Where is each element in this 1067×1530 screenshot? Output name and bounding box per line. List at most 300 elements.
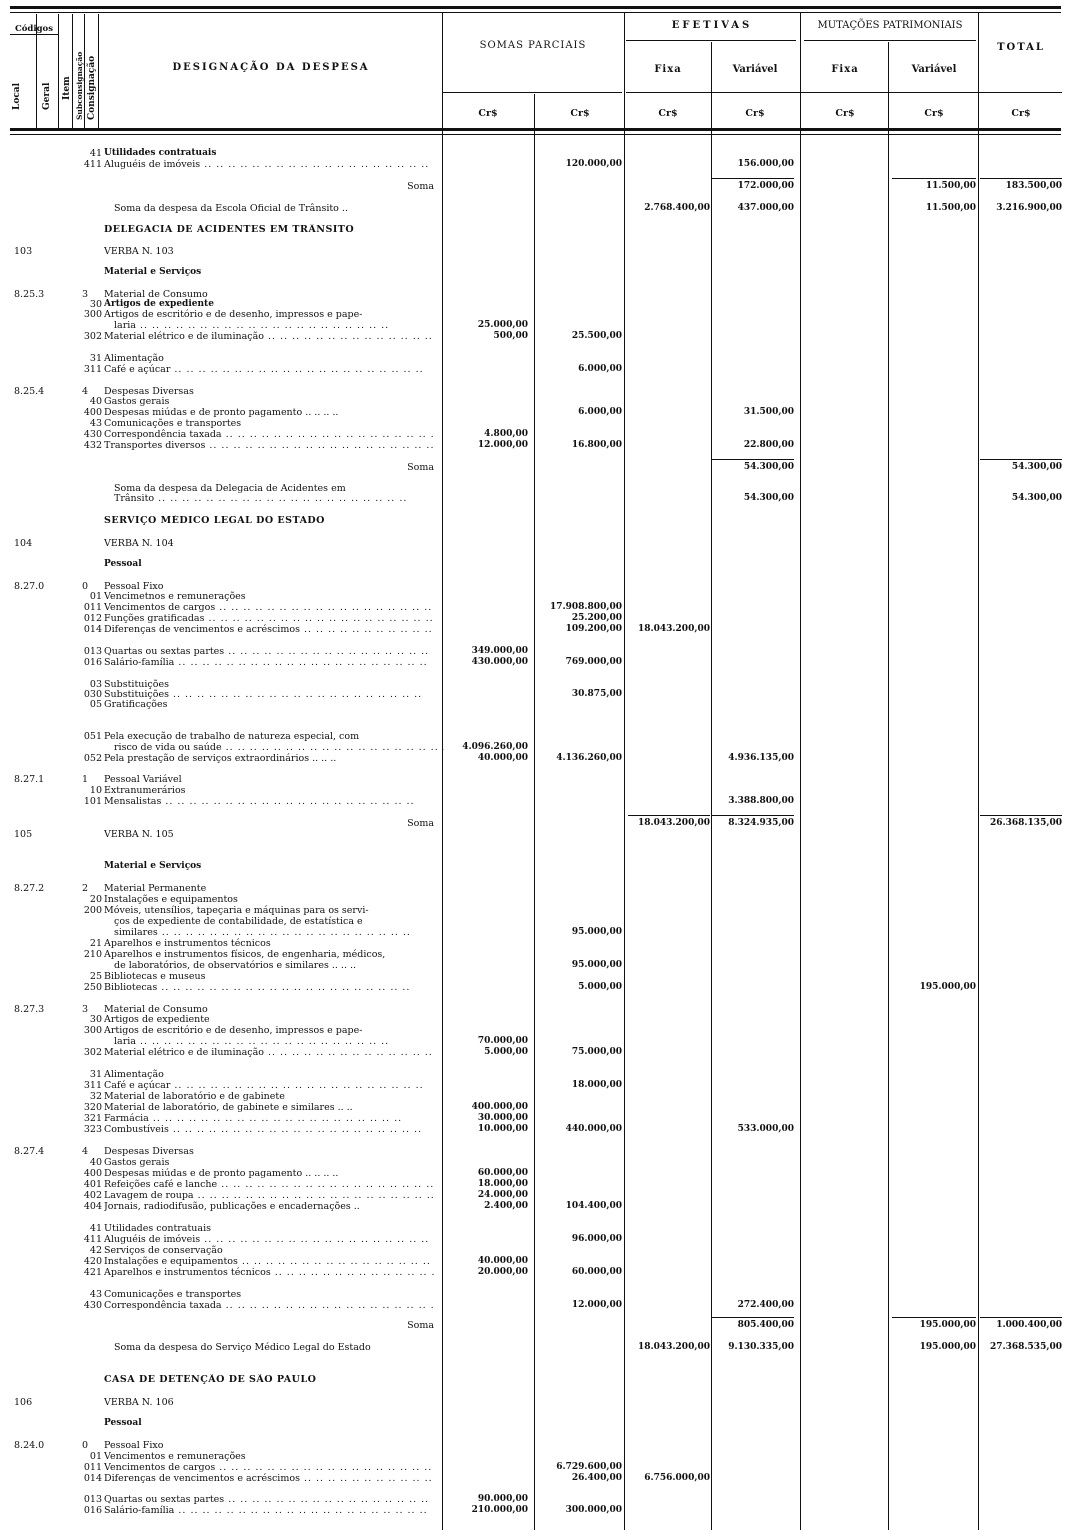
table-row [0,785,1067,796]
table-row [0,960,1067,971]
row-description: Material Permanente [104,883,207,894]
table-row [0,559,1067,570]
row-description: Alimentação [104,1069,164,1080]
row-description: Pessoal Fixo [104,1440,164,1451]
table-row [0,1245,1067,1256]
code-local: 8.27.1 [14,774,45,785]
soma-parcial-2: 769.000,00 [565,657,622,667]
mutacao-variavel: 195.000,00 [919,1320,976,1330]
row-description: Despesas Diversas [104,386,194,397]
code-local: 104 [14,538,33,549]
code-local: 8.25.4 [14,386,45,397]
table-row [0,1451,1067,1462]
soma-parcial-1: 2.400,00 [484,1201,528,1211]
header-codigos: Códigos [14,24,53,34]
table-row [0,1091,1067,1102]
row-description: Soma da despesa do Serviço Médico Legal do Estado [114,1342,371,1353]
soma-parcial-2: 25.500,00 [571,331,622,341]
table-row [0,1014,1067,1025]
sum-rule [980,459,1062,460]
soma-parcial-2: 16.800,00 [571,440,622,450]
code-item: 400 [83,1168,102,1179]
table-row [0,1124,1067,1135]
table-row [0,657,1067,668]
soma-parcial-2: 18.000,00 [571,1080,622,1090]
soma-parcial-2: 4.136.260,00 [556,753,622,763]
row-description: Vencimentos e remunerações [104,1451,246,1462]
efetiva-variavel: 54.300,00 [743,462,794,472]
row-description: Material de laboratório e de gabinete [104,1091,285,1102]
sum-rule [980,1317,1062,1318]
code-item: 250 [83,982,102,993]
efetivas-underline [626,40,796,41]
table-row [0,331,1067,342]
soma-parcial-2: 12.000,00 [571,1300,622,1310]
code-item: 411 [83,159,102,170]
sum-rule [980,815,1062,816]
code-item: 302 [83,331,102,342]
code-item: 302 [83,1047,102,1058]
mutacoes-underline [804,40,976,41]
row-description: Material elétrico e de iluminação .. .. [104,1047,434,1058]
row-description: Diferenças de vencimentos e acréscimos .. .. [104,1473,434,1484]
table-row [0,613,1067,624]
code-item: 432 [83,440,102,451]
table-row [0,1036,1067,1047]
table-row [0,538,1067,549]
efetiva-variavel: 172.000,00 [737,181,794,191]
code-item: 30 [89,299,102,310]
row-description: Alimentação [104,353,164,364]
row-description: Aluguéis de imóveis .. .. [104,159,434,170]
soma-parcial-1: 4.096.260,00 [462,742,528,752]
table-row [0,353,1067,364]
row-description: Serviços de conservação [104,1245,223,1256]
code-item: 21 [89,938,102,949]
code-item: 320 [83,1102,102,1113]
row-description: Utilidades contratuais [104,148,217,158]
mutacao-variavel: 195.000,00 [919,982,976,992]
row-description: Gastos gerais [104,1157,170,1168]
soma-parcial-1: 430.000,00 [471,657,528,667]
code-item: 011 [83,602,102,613]
code-item: 40 [89,1157,102,1168]
code-local: 8.27.0 [14,581,45,592]
row-description: Combustíveis .. .. [104,1124,434,1135]
row-description: Material de Consumo [104,289,208,300]
col-sep-item [72,14,73,128]
row-description: Artigos de expediente [104,299,214,309]
total-value: 54.300,00 [1011,462,1062,472]
efetiva-variavel: 8.324.935,00 [728,818,794,828]
table-row [0,905,1067,916]
table-row [0,829,1067,840]
header-currency-rule [442,92,622,93]
table-row [0,1397,1067,1408]
efetiva-variavel: 533.000,00 [737,1124,794,1134]
table-row [0,796,1067,807]
currency-label: Cr$ [835,108,855,119]
soma-parcial-2: 96.000,00 [571,1234,622,1244]
row-description: Material e Serviços [104,861,202,871]
row-description: Quartas ou sextas partes .. .. [104,1494,434,1505]
soma-parcial-1: 30.000,00 [477,1113,528,1123]
table-row [0,1440,1067,1451]
table-row [0,1223,1067,1234]
soma-parcial-1: 10.000,00 [477,1124,528,1134]
header-bottom-rule [10,128,1061,131]
code-local: 8.25.3 [14,289,45,300]
soma-parcial-2: 95.000,00 [571,927,622,937]
code-item: 402 [83,1190,102,1201]
efetiva-fixa: 2.768.400,00 [644,203,710,213]
efetiva-fixa: 18.043.200,00 [637,818,710,828]
table-row [0,493,1067,504]
row-description: Gratificações [104,699,168,710]
code-item: 013 [83,646,102,657]
header-currency-rule-2 [626,92,1062,93]
table-row [0,1146,1067,1157]
row-description: CASA DE DETENÇÃO DE SÃO PAULO [104,1374,317,1385]
row-description: Utilidades contratuais [104,1223,211,1234]
row-description: risco de vida ou saúde .. .. [114,742,444,753]
code-item: 420 [83,1256,102,1267]
table-row [0,267,1067,278]
code-item: 051 [83,731,102,742]
soma-parcial-2: 300.000,00 [565,1505,622,1515]
code-item: 321 [83,1113,102,1124]
row-description: Móveis, utensílios, tapeçaria e máquinas para os servi- [104,905,369,916]
sum-rule [892,1317,976,1318]
table-row [0,203,1067,214]
soma-parcial-2: 75.000,00 [571,1047,622,1057]
soma-parcial-2: 6.729.600,00 [556,1462,622,1472]
table-row [0,1289,1067,1300]
header-designacao: DESIGNAÇÃO DA DESPESA [172,62,370,73]
sum-rule [712,1317,794,1318]
soma-parcial-2: 120.000,00 [565,159,622,169]
code-item: 400 [83,407,102,418]
row-description: Artigos de expediente [104,1014,210,1025]
efetiva-variavel: 9.130.335,00 [728,1342,794,1352]
code-item: 32 [89,1091,102,1102]
row-description: Aparelhos e instrumentos técnicos [104,938,271,949]
soma-parcial-1: 90.000,00 [477,1494,528,1504]
soma-parcial-1: 210.000,00 [471,1505,528,1515]
table-row [0,1505,1067,1516]
currency-label: Cr$ [924,108,944,119]
row-description: Vencimetnos e remunerações [104,591,246,602]
table-row [0,1256,1067,1267]
row-description: Material elétrico e de iluminação .. .. [104,331,434,342]
soma-parcial-2: 25.200,00 [571,613,622,623]
header-total: TOTAL [997,42,1045,53]
row-description: DELEGACIA DE ACIDENTES EM TRÂNSITO [104,224,355,235]
table-row [0,861,1067,872]
total-value: 27.368.535,00 [989,1342,1062,1352]
table-row [0,774,1067,785]
header-item: Item [62,76,72,100]
row-description: Mensalistas .. .. [104,796,434,807]
row-description: Correspondência taxada .. .. [104,429,434,440]
sum-rule [712,815,794,816]
row-description: Material de Consumo [104,1004,208,1015]
table-row [0,949,1067,960]
code-item: 012 [83,613,102,624]
header-local: Local [12,82,22,110]
code-item: 40 [89,396,102,407]
row-description: VERBA N. 103 [104,246,174,257]
table-row [0,396,1067,407]
row-description: Substituições [104,679,169,690]
code-item: 323 [83,1124,102,1135]
code-local: 103 [14,246,33,257]
code-item: 401 [83,1179,102,1190]
table-row [0,246,1067,257]
code-item: 311 [83,1080,102,1091]
row-description: Instalações e equipamentos .. .. [104,1256,434,1267]
code-local: 106 [14,1397,33,1408]
table-row [0,1300,1067,1311]
table-row [0,916,1067,927]
mutacao-variavel: 11.500,00 [925,203,976,213]
header-consignacao: Consignação [87,55,97,120]
row-description: laria .. .. [114,1036,444,1047]
efetiva-fixa: 18.043.200,00 [637,1342,710,1352]
table-row [0,1047,1067,1058]
col-sep-sub [84,14,85,128]
code-geral: 3 [81,1004,88,1015]
row-description: Café e açúcar .. .. [104,364,434,375]
soma-parcial-1: 24.000,00 [477,1190,528,1200]
code-item: 101 [83,796,102,807]
header-efetivas: EFETIVAS [671,20,753,31]
table-row [0,742,1067,753]
code-item: 31 [89,1069,102,1080]
row-description: Pela execução de trabalho de natureza especial, com [104,731,360,742]
table-row [0,418,1067,429]
table-row [0,646,1067,657]
code-local: 105 [14,829,33,840]
code-geral: 1 [81,774,88,785]
sum-rule [628,815,710,816]
row-description: similares .. .. [114,927,444,938]
code-item: 200 [83,905,102,916]
table-row [0,938,1067,949]
code-item: 300 [83,309,102,320]
code-item: 311 [83,364,102,375]
soma-parcial-2: 104.400,00 [565,1201,622,1211]
table-row [0,429,1067,440]
row-description: Soma da despesa da Escola Oficial de Trânsito .. [114,203,348,214]
row-description: Substituições .. .. [104,689,434,700]
efetiva-variavel: 31.500,00 [743,407,794,417]
row-description: de laboratórios, de observatórios e similares .. .. .. [114,960,357,971]
code-geral: 2 [81,883,88,894]
row-description: Aparelhos e instrumentos técnicos .. .. [104,1267,434,1278]
code-local: 8.27.3 [14,1004,45,1015]
table-row [0,1342,1067,1353]
code-item: 011 [83,1462,102,1473]
table-row [0,699,1067,710]
table-row [0,159,1067,170]
soma-parcial-2: 6.000,00 [578,364,622,374]
row-description: Funções gratificadas .. .. [104,613,434,624]
table-row [0,364,1067,375]
table-row [0,1168,1067,1179]
row-description: Soma da despesa da Delegacia de Acidentes em [114,483,346,494]
soma-parcial-1: 20.000,00 [477,1267,528,1277]
code-item: 014 [83,1473,102,1484]
table-row [0,1069,1067,1080]
row-description: Comunicações e transportes [104,1289,242,1300]
total-value: 183.500,00 [1005,181,1062,191]
table-row [0,894,1067,905]
soma-label: Soma [407,181,434,192]
soma-parcial-1: 60.000,00 [477,1168,528,1178]
table-row [0,971,1067,982]
table-row [0,1113,1067,1124]
code-item: 430 [83,1300,102,1311]
table-row [0,602,1067,613]
header-subconsignacao: Subconsignação [75,51,84,120]
table-row [0,407,1067,418]
row-description: Bibliotecas e museus [104,971,206,982]
code-item: 013 [83,1494,102,1505]
code-item: 30 [89,1014,102,1025]
table-row [0,883,1067,894]
col-sep-cons [98,14,99,128]
code-item: 41 [89,148,102,159]
soma-parcial-1: 500,00 [493,331,528,341]
header-bottom-rule-thin [10,134,1061,135]
row-description: Bibliotecas .. .. [104,982,434,993]
code-item: 210 [83,949,102,960]
table-row [0,1234,1067,1245]
sum-rule [712,178,794,179]
table-row [0,818,1067,829]
soma-parcial-1: 12.000,00 [477,440,528,450]
total-value: 26.368.135,00 [989,818,1062,828]
soma-parcial-2: 17.908.800,00 [549,602,622,612]
row-description: Material de laboratório, de gabinete e similares .. .. [104,1102,353,1113]
table-row [0,1157,1067,1168]
row-description: Pessoal [104,1418,142,1428]
efetiva-fixa: 18.043.200,00 [637,624,710,634]
mutacao-variavel: 11.500,00 [925,181,976,191]
row-description: Aluguéis de imóveis .. .. [104,1234,434,1245]
row-description: Pessoal [104,559,142,569]
table-row [0,591,1067,602]
row-description: VERBA N. 104 [104,538,174,549]
soma-parcial-1: 40.000,00 [477,753,528,763]
row-description: Extranumerários [104,785,186,796]
soma-parcial-2: 440.000,00 [565,1124,622,1134]
currency-label: Cr$ [658,108,678,119]
code-local: 8.27.4 [14,1146,45,1157]
codigos-underline [10,34,58,35]
table-row [0,320,1067,331]
row-description: Lavagem de roupa .. .. [104,1190,434,1201]
header-fixa: Fixa [654,64,682,75]
code-item: 41 [89,1223,102,1234]
soma-parcial-1: 18.000,00 [477,1179,528,1189]
code-geral: 0 [81,581,88,592]
currency-label: Cr$ [1011,108,1031,119]
code-item: 404 [83,1201,102,1212]
table-row [0,1494,1067,1505]
header-geral: Geral [42,82,52,110]
table-row [0,224,1067,235]
row-description: Correspondência taxada .. .. [104,1300,434,1311]
header-mutacoes: MUTAÇÕES PATRIMONIAIS [817,20,963,31]
total-value: 54.300,00 [1011,493,1062,503]
sum-rule [980,178,1062,179]
table-row [0,927,1067,938]
row-description: VERBA N. 105 [104,829,174,840]
row-description: Instalações e equipamentos [104,894,238,905]
sum-rule [712,459,794,460]
table-row [0,1418,1067,1429]
col-sep-geral [58,14,59,128]
code-item: 016 [83,1505,102,1516]
code-local: 8.27.2 [14,883,45,894]
table-row [0,982,1067,993]
code-item: 43 [89,1289,102,1300]
row-description: Pessoal Variável [104,774,182,785]
code-item: 03 [89,679,102,690]
row-description: Pessoal Fixo [104,581,164,592]
soma-parcial-2: 109.200,00 [565,624,622,634]
table-row [0,148,1067,159]
header-mut-variavel: Variável [911,64,957,75]
soma-parcial-2: 30.875,00 [571,689,622,699]
soma-parcial-1: 40.000,00 [477,1256,528,1266]
table-row [0,1462,1067,1473]
row-description: ços de expediente de contabilidade, de estatística e [114,916,363,927]
table-row [0,309,1067,320]
table-row [0,1080,1067,1091]
code-geral: 4 [81,386,88,397]
row-description: Salário-família .. .. [104,1505,434,1516]
soma-label: Soma [407,1320,434,1331]
table-row [0,1374,1067,1385]
top-rule-thin [10,12,1061,13]
row-description: Café e açúcar .. .. [104,1080,434,1091]
row-description: Jornais, radiodifusão, publicações e encadernações .. [104,1201,360,1212]
code-local: 8.24.0 [14,1440,45,1451]
currency-label: Cr$ [570,108,590,119]
total-value: 3.216.900,00 [996,203,1062,213]
currency-label: Cr$ [745,108,765,119]
row-description: Quartas ou sextas partes .. .. [104,646,434,657]
table-row [0,440,1067,451]
efetiva-variavel: 156.000,00 [737,159,794,169]
total-value: 1.000.400,00 [996,1320,1062,1330]
code-geral: 3 [81,289,88,300]
header-variavel: Variável [732,64,778,75]
soma-label: Soma [407,462,434,473]
code-item: 42 [89,1245,102,1256]
code-item: 31 [89,353,102,364]
soma-parcial-1: 4.800,00 [484,429,528,439]
row-description: Artigos de escritório e de desenho, impressos e pape- [104,309,363,320]
soma-parcial-1: 70.000,00 [477,1036,528,1046]
code-item: 030 [83,689,102,700]
row-description: Diferenças de vencimentos e acréscimos .. .. [104,624,434,635]
table-row [0,1201,1067,1212]
table-row [0,462,1067,473]
